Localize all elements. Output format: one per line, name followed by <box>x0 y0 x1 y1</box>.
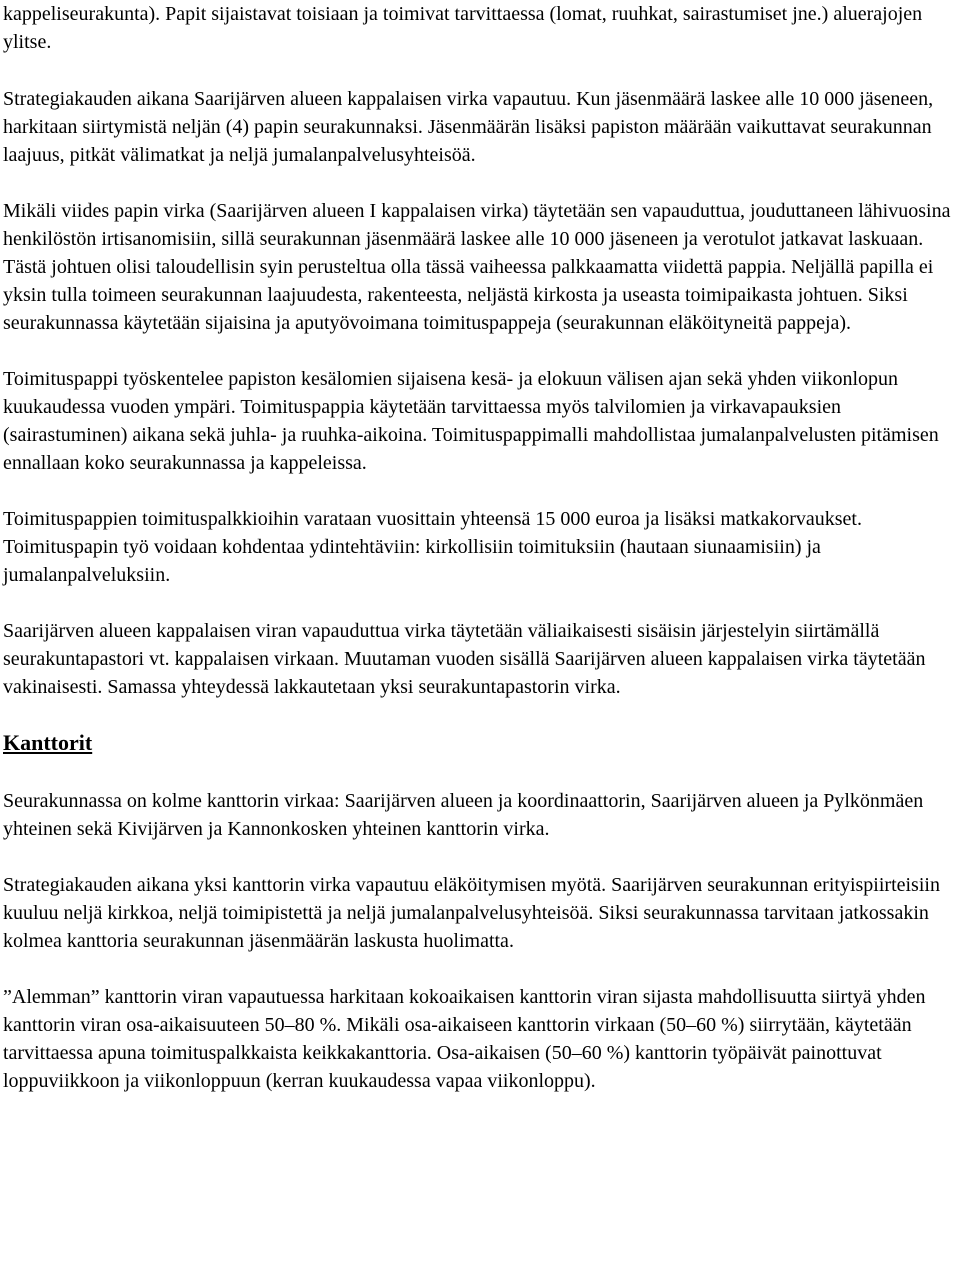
paragraph-ceremonial-fees: Toimituspappien toimituspalkkioihin varataan vuosittain yhteensä 15 000 euroa ja lisäksi matkakorvaukset. Toimituspapin työ voidaan kohdentaa ydintehtäviin: kirkollisiin toimituksiin (hautaan siunaamisiin) ja jumalanpalveluksiin. <box>3 508 862 586</box>
paragraph-cantor-part-time: ”Alemman” kanttorin viran vapautuessa harkitaan kokoaikaisen kanttorin viran sijasta mahdollisuutta siirtyä yhden kanttorin viran osa-aikaisuuteen 50–80 %. Mikäli osa-aikaiseen kanttorin virkaan (50–60 %) siirrytään, käytetään tarvittaessa apuna toimituspalkkaista keikkakanttoria. Osa-aikaisen (50–60 %) kanttorin työpäivät painottuvat loppuviikkoon ja viikonloppuun (kerran kuukaudessa vapaa viikonloppu). <box>3 986 926 1092</box>
paragraph-cantor-posts: Seurakunnassa on kolme kanttorin virkaa: Saarijärven alueen ja koordinaattorin, Saarijärven alueen ja Pylkönmäen yhteinen sekä Kivijärven ja Kannonkosken yhteinen kanttorin virka. <box>3 790 924 840</box>
paragraph-fifth-priest-post: Mikäli viides papin virka (Saarijärven alueen I kappalaisen virka) täytetään sen vapauduttua, jouduttaneen lähivuosina henkilöstön irtisanomisiin, sillä seurakunnan jäsenmäärä laskee alle 10 000 jäseneen ja verotulot jatkavat laskuaan. Tästä johtuen olisi taloudellisin syin perusteltua olla tässä vaiheessa palkkaamatta viidettä pappia. Neljällä papilla ei yksin tulla toimeen seurakunnan laajuudesta, rakenteesta, neljästä kirkosta ja useasta toimipaikasta johtuen. Siksi seurakunnassa käytetään sijaisina ja aputyövoimana toimituspappeja (seurakunnan eläköityneitä pappeja). <box>3 200 951 334</box>
paragraph-strategy-period-chaplain: Strategiakauden aikana Saarijärven alueen kappalaisen virka vapautuu. Kun jäsenmäärä laskee alle 10 000 jäseneen, harkitaan siirtymistä neljän (4) papin seurakunnaksi. Jäsenmäärän lisäksi papiston määrään vaikuttavat seurakunnan laajuus, pitkät välimatkat ja neljä jumalanpalvelusyhteisöä. <box>3 88 934 166</box>
paragraph-ministry-substitution: kappeliseurakunta). Papit sijaistavat toisiaan ja toimivat tarvittaessa (lomat, ruuhkat, sairastumiset jne.) aluerajojen ylitse. <box>3 3 923 53</box>
document-page <box>3 0 958 1123</box>
paragraph-cantor-retirement: Strategiakauden aikana yksi kanttorin virka vapautuu eläköitymisen myötä. Saarijärven seurakunnan erityispiirteisiin kuuluu neljä kirkkoa, neljä toimipistettä ja neljä jumalanpalvelusyhteisöä. Siksi seurakunnassa tarvitaan jatkossakin kolmea kanttoria seurakunnan jäsenmäärän laskusta huolimatta. <box>3 874 940 952</box>
paragraph-ceremonial-priest-role: Toimituspappi työskentelee papiston kesälomien sijaisena kesä- ja elokuun välisen ajan sekä yhden viikonlopun kuukaudessa vuoden ympäri. Toimituspappia käytetään tarvittaessa myös talvilomien ja virkavapauksien (sairastuminen) aikana sekä juhla- ja ruuhka-aikoina. Toimituspappimalli mahdollistaa jumalanpalvelusten pitämisen ennallaan koko seurakunnassa ja kappeleissa. <box>3 368 939 474</box>
paragraph-chaplain-vacancy: Saarijärven alueen kappalaisen viran vapauduttua virka täytetään väliaikaisesti sisäisin järjestelyin siirtämällä seurakuntapastori vt. kappalaisen virkaan. Muutaman vuoden sisällä Saarijärven alueen kappalaisen virka täytetään vakinaisesti. Samassa yhteydessä lakkautetaan yksi seurakuntapastorin virka. <box>3 620 926 698</box>
section-heading-cantors: Kanttorit <box>3 730 93 755</box>
